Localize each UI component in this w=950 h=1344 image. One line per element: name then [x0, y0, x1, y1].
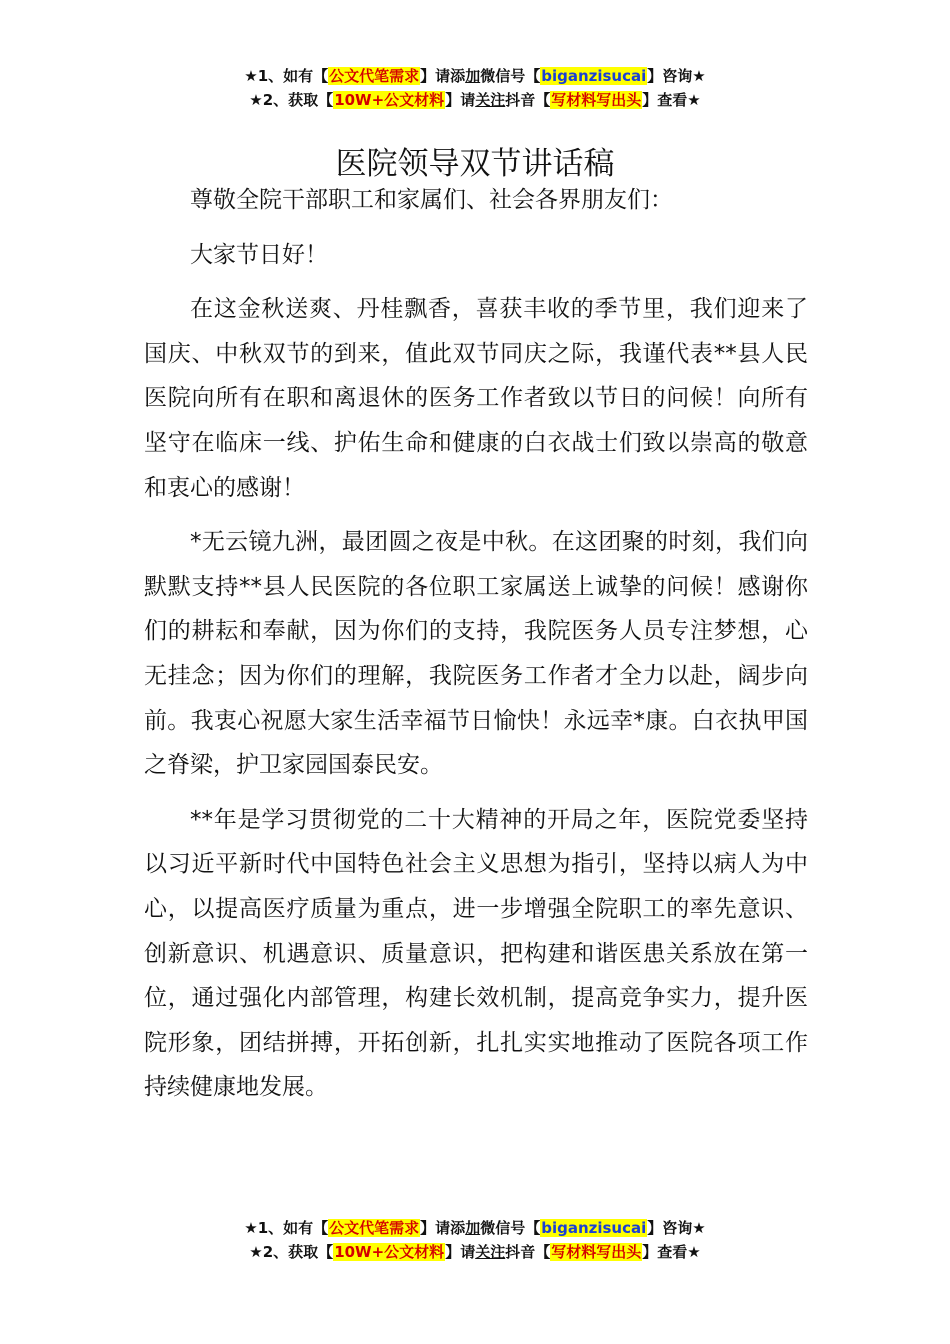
- footer-notice: [0, 1216, 950, 1264]
- greeting: 大家节日好！: [190, 241, 328, 268]
- notice-text: 】查看★: [642, 1243, 701, 1261]
- document-title: 医院领导双节讲话稿: [335, 145, 615, 182]
- douyin-highlight: 写材料写出头: [551, 1243, 642, 1261]
- notice-line-2: [0, 88, 950, 112]
- douyin-highlight: 写材料写出头: [551, 91, 642, 109]
- notice-text: 微信号【: [480, 67, 541, 85]
- notice-text: ★1、如有【: [244, 1219, 329, 1237]
- follow-word: 关注: [475, 91, 506, 109]
- follow-word: 关注: [475, 1243, 506, 1261]
- material-highlight: 10W+公文材料: [334, 91, 445, 109]
- notice-text: 微信号【: [480, 1219, 541, 1237]
- body-paragraph: **年是学习贯彻党的二十大精神的开局之年，医院党委坚持以习近平新时代中国特色社会主义思想为指引，坚持以病人为中心，以提高医疗质量为重点，进一步增强全院职工的率先意识、创新意识、机遇意识、质量意识，把构建和谐医患关系放在第一位，通过强化内部管理，构建长效机制，提高竞争实力，提升医院形象，团结拼搏，开拓创新，扎扎实实地推动了医院各项工作持续健康地发展。: [144, 806, 808, 1101]
- notice-text: 抖音【: [505, 91, 551, 109]
- body-paragraph: 在这金秋送爽、丹桂飘香，喜获丰收的季节里，我们迎来了国庆、中秋双节的到来，值此双节同庆之际，我谨代表**县人民医院向所有在职和离退休的医务工作者致以节日的问候！向所有坚守在临床一线、护佑生命和健康的白衣战士们致以崇高的敬意和衷心的感谢！: [144, 296, 808, 501]
- add-word: 加: [465, 1219, 481, 1237]
- notice-text: 】请添: [420, 67, 466, 85]
- notice-line-1: [0, 1216, 950, 1240]
- notice-text: 】咨询★: [647, 1219, 706, 1237]
- wechat-id-highlight: biganzisucai: [541, 1219, 647, 1237]
- notice-text: ★1、如有【: [244, 67, 329, 85]
- notice-text: 】请添: [420, 1219, 466, 1237]
- service-highlight: 公文代笔需求: [329, 1219, 420, 1237]
- document-body: [144, 178, 808, 1120]
- header-notice: [0, 64, 950, 112]
- notice-text: 抖音【: [505, 1243, 551, 1261]
- notice-line-1: [0, 64, 950, 88]
- material-highlight: 10W+公文材料: [334, 1243, 445, 1261]
- add-word: 加: [465, 67, 481, 85]
- notice-text: ★2、获取【: [249, 1243, 334, 1261]
- notice-text: 】咨询★: [647, 67, 706, 85]
- wechat-id-highlight: biganzisucai: [541, 67, 647, 85]
- salutation: 尊敬全院干部职工和家属们、社会各界朋友们：: [190, 187, 673, 213]
- notice-line-2: [0, 1240, 950, 1264]
- notice-text: 】请: [445, 91, 476, 109]
- notice-text: ★2、获取【: [249, 91, 334, 109]
- service-highlight: 公文代笔需求: [329, 67, 420, 85]
- notice-text: 】请: [445, 1243, 476, 1261]
- body-paragraph: *无云镜九洲，最团圆之夜是中秋。在这团聚的时刻，我们向默默支持**县人民医院的各位职工家属送上诚挚的问候！感谢你们的耕耘和奉献，因为你们的支持，我院医务人员专注梦想，心无挂念；因为你们的理解，我院医务工作者才全力以赴，阔步向前。我衷心祝愿大家生活幸福节日愉快！永远幸*康。白衣执甲国之脊梁，护卫家园国泰民安。: [144, 529, 808, 779]
- notice-text: 】查看★: [642, 91, 701, 109]
